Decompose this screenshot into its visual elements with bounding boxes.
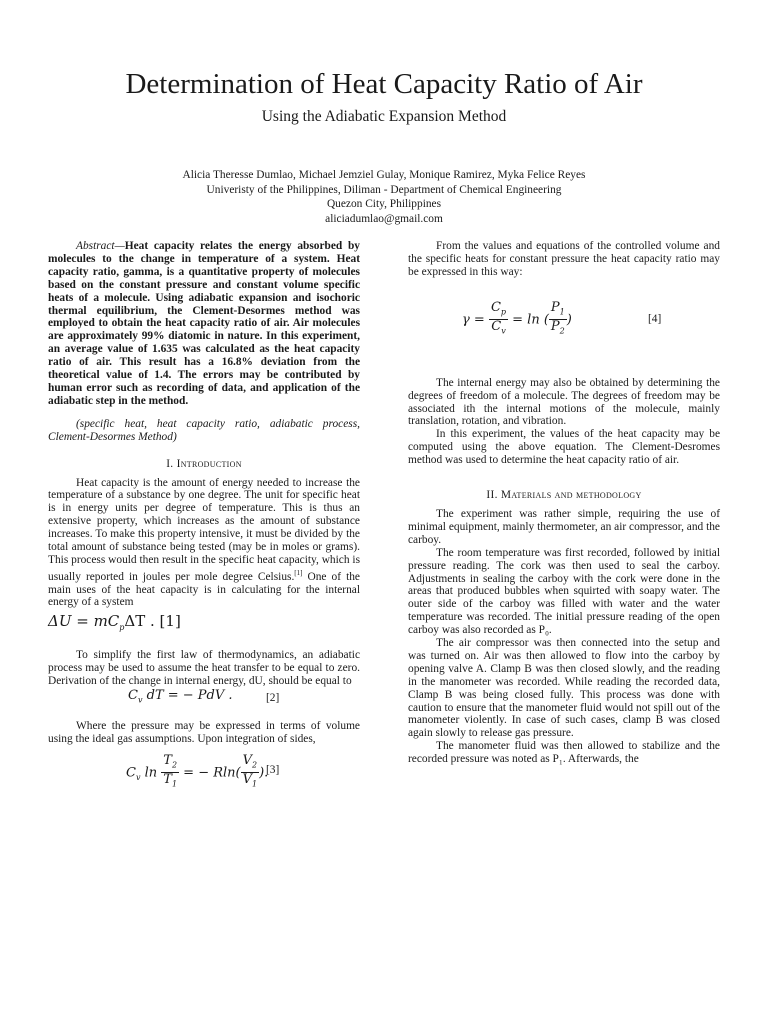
eq2-rest: dT = − PdV . [146, 688, 233, 704]
intro-paragraph-1 [48, 477, 360, 610]
author-block [0, 168, 768, 226]
section-heading-introduction: I. Introduction [166, 457, 242, 470]
paper-subtitle: Using the Adiabatic Expansion Method [261, 108, 507, 125]
paper-title: Determination of Heat Capacity Ratio of Air [125, 68, 643, 100]
eq1-rest: ΔT . [1] [124, 612, 181, 631]
citation-ref: [1] [294, 568, 303, 577]
left-column [48, 240, 360, 792]
method-paragraph-3: The air compressor was then connected into the setup and was turned on. Air was then allowed to flow into the carboy by opening valve A. Clamp B was then closed slowly, and the reading in the manometer was recorded. While reading the recorded data, Clamp B was being closed fully. This process was done with caution to ensure that the manometer fluid would not spill out of the manometer violently. In case of such cases, clamp B was closed again slowly to release gas pressure. [408, 637, 720, 740]
location: Quezon City, Philippines [326, 198, 442, 211]
eq3-number: [3] [266, 763, 280, 776]
eq3-expression: $C_v$ ln $\frac{T_2}{T_1}$ = − Rln( $\frac{V_2}{V_1}$ ). [126, 752, 269, 790]
method-paragraph-1: The experiment was rather simple, requiring the use of minimal equipment, mainly thermometer, an air compressor, and the carboy. [408, 507, 720, 546]
equation-2 [48, 688, 360, 716]
eq2-expression [128, 690, 233, 708]
affiliation: Univeristy of the Philippines, Diliman - Department of Chemical Engineering [206, 183, 562, 196]
eq1-lhs: ΔU = mC [48, 612, 120, 631]
author-email: aliciadumlao@gmail.com [325, 212, 443, 225]
intro-p1-text: Heat capacity is the amount of energy needed to increase the temperature of a substance by one degree. The unit for specific heat is in energy units per degree of temperature. This is thus an extensive property, which increases as the amount of substance increases. To make this property intensive, it must be divided by the total amount of substance being tested (may be in moles or grams). This process would then result in the specific heat capacity, which is usually reported in joules per mole degree Celsius. [48, 476, 360, 583]
method-paragraph-2: The room temperature was first recorded, followed by initial pressure reading. The cork was then used to seal the carboy. Adjustments in sealing the carboy with the cork were done in the areas that produced bubbles when squirted with soapy water. The outer side of the carboy was filled with water and the water temperature was recorded. The initial pressure reading of the open carboy was also recorded as P₀. [408, 546, 720, 637]
intro-p1b-text: One of the main uses of the heat capacity is in calculating for the internal energy of a system [48, 570, 360, 609]
right-paragraph-2: The internal energy may also be obtained by determining the degrees of freedom of a molecule. The degrees of freedom may be associated ith the internal motions of the molecule, mainly translation, rotation, and vibration. [408, 376, 720, 428]
equation-1 [48, 612, 360, 645]
eq2-c: C [128, 688, 138, 704]
right-paragraph-1: From the values and equations of the controlled volume and the specific heats for constant pressure the heat capacity ratio may be expressed in this way: [408, 240, 720, 278]
eq4-expression: γ = $\frac{C_p}{C_v}$ = ln ( $\frac{P_1}{P_2}$ ) [462, 299, 572, 336]
intro-paragraph-2: To simplify the first law of thermodynamics, an adiabatic process may be used to assume the heat transfer to be equal to zero. Derivation of the change in internal energy, dU, should be equal to [48, 649, 360, 688]
equation-3 [48, 750, 360, 792]
eq2-number: [2] [266, 692, 280, 705]
abstract-text: Heat capacity relates the energy absorbed by molecules to the change in temperature of a system. Heat capacity ratio, gamma, is a quantitative property of molecules based on the constant pressure and constant volume specific heats of a molecule. Using adiabatic expansion and isochoric thermal equilibrium, the Clement-Desormes method was employed to obtain the heat capacity ratio of air. Air molecules are approximately 99% diatomic in nature. In this experiment, an average value of 1.635 was calculated as the heat capacity ratio of air. This result has a 16.8% deviation from the theoretical value of 1.4. The errors may be contributed by human error such as recording of data, and application of the adiabatic step in the method. [48, 240, 360, 407]
eq1-sub: p [119, 623, 125, 633]
section-heading-methodology: II. Materials and methodology [486, 489, 642, 502]
abstract-lead: Abstract— [76, 240, 125, 252]
author-names: Alicia Theresse Dumlao, Michael Jemziel Gulay, Monique Ramirez, Myka Felice Reyes [182, 169, 586, 181]
equation-4 [408, 283, 720, 373]
right-paragraph-3: In this experiment, the values of the heat capacity may be computed using the above equation. The Clement-Desromes method was used to determine the heat capacity ratio of air. [408, 428, 720, 467]
intro-paragraph-3: Where the pressure may be expressed in terms of volume using the ideal gas assumptions. Upon integration of sides, [48, 720, 360, 745]
eq2-sub: v [137, 695, 143, 705]
eq4-number: [4] [648, 312, 662, 325]
keywords: (specific heat, heat capacity ratio, adiabatic process, Clement-Desormes Method) [48, 417, 360, 443]
method-paragraph-4: The manometer fluid was then allowed to stabilize and the recorded pressure was noted as P₁. Afterwards, the [408, 740, 720, 766]
right-column [408, 240, 720, 766]
abstract [48, 240, 360, 408]
